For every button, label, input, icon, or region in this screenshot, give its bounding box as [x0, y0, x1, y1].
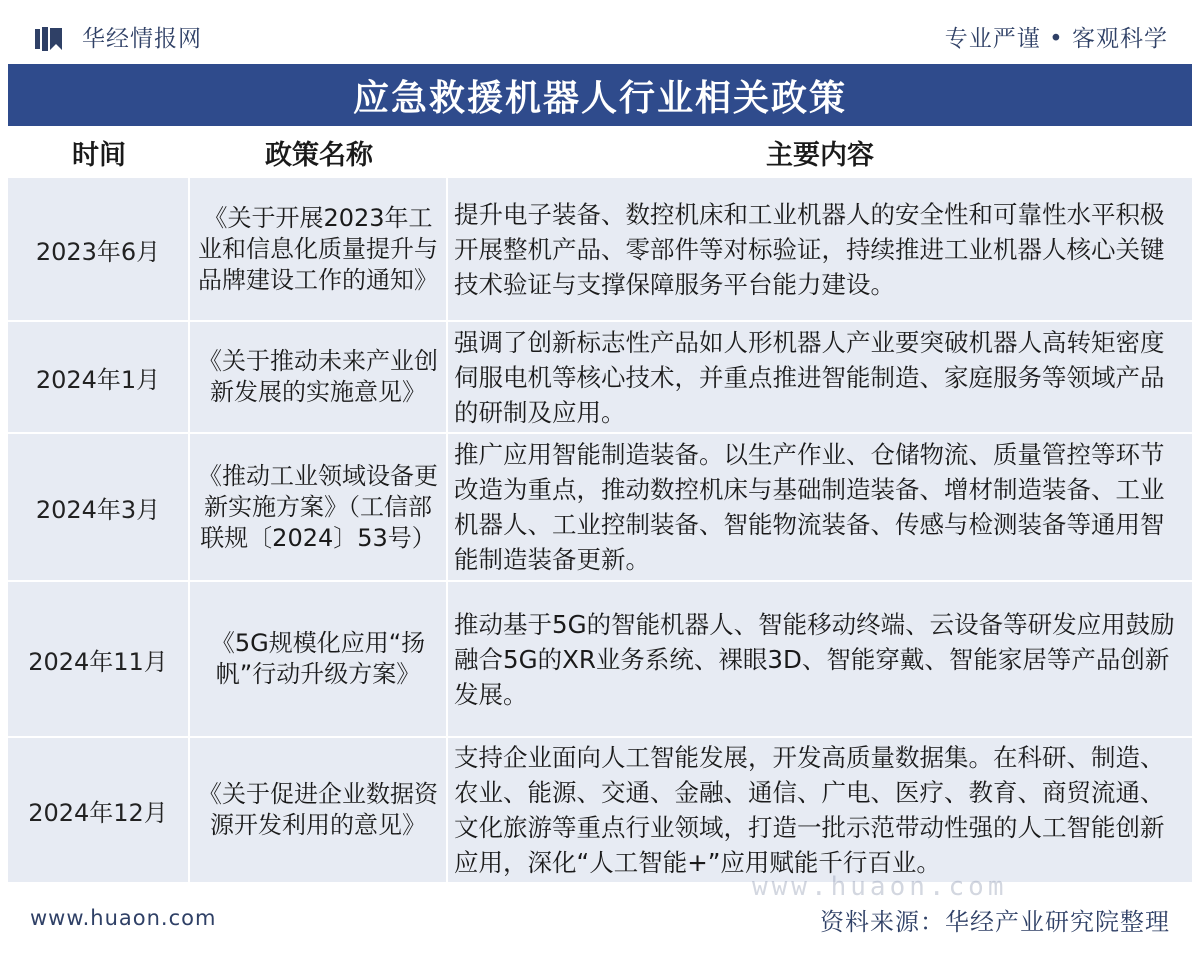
cell-content: 支持企业面向人工智能发展，开发高质量数据集。在科研、制造、农业、能源、交通、金融、通信、广电、医疗、教育、商贸流通、文化旅游等重点行业领域，打造一批示范带动性强的人工智能创新应用，深化“人工智能+”应用赋能千行百业。: [448, 738, 1192, 882]
footer-website-link[interactable]: www.huaon.com: [30, 906, 217, 930]
table-header: [8, 126, 1192, 178]
cell-policy-name: 《关于推动未来产业创新发展的实施意见》: [190, 322, 446, 432]
table-row: [8, 582, 1192, 736]
column-header-content: 主要内容: [766, 139, 874, 171]
cell-content: 推动基于5G的智能机器人、智能移动终端、云设备等研发应用鼓励融合5G的XR业务系统、裸眼3D、智能穿戴、智能家居等产品创新发展。: [448, 582, 1192, 736]
cell-policy-name: 《推动工业领域设备更新实施方案》（工信部联规〔2024〕53号）: [190, 434, 446, 580]
logo-text: 华经情报网: [82, 26, 202, 52]
bookmark-logo-icon: [32, 26, 72, 52]
slogan: 专业严谨 • 客观科学: [944, 26, 1168, 52]
cell-time: 2024年11月: [8, 582, 188, 736]
table-row: [8, 178, 1192, 320]
watermark: www.huaon.com: [752, 872, 1008, 902]
column-header-time: 时间: [72, 139, 126, 171]
page-title: 应急救援机器人行业相关政策: [8, 64, 1192, 126]
column-header-policy-name: 政策名称: [265, 139, 373, 171]
logo: [32, 26, 202, 52]
top-bar: [0, 0, 1200, 64]
footer-source: 资料来源：华经产业研究院整理: [820, 908, 1170, 936]
table-row: [8, 738, 1192, 882]
cell-time: 2023年6月: [8, 178, 188, 320]
cell-content: 推广应用智能制造装备。以生产作业、仓储物流、质量管控等环节改造为重点，推动数控机床与基础制造装备、增材制造装备、工业机器人、工业控制装备、智能物流装备、传感与检测装备等通用智能制造装备更新。: [448, 434, 1192, 580]
cell-content: 强调了创新标志性产品如人形机器人产业要突破机器人高转矩密度伺服电机等核心技术，并重点推进智能制造、家庭服务等领域产品的研制及应用。: [448, 322, 1192, 432]
table-row: [8, 322, 1192, 432]
table-row: [8, 434, 1192, 580]
cell-policy-name: 《关于开展2023年工业和信息化质量提升与品牌建设工作的通知》: [190, 178, 446, 320]
cell-time: 2024年3月: [8, 434, 188, 580]
cell-time: 2024年1月: [8, 322, 188, 432]
cell-time: 2024年12月: [8, 738, 188, 882]
cell-policy-name: 《关于促进企业数据资源开发利用的意见》: [190, 738, 446, 882]
cell-content: 提升电子装备、数控机床和工业机器人的安全性和可靠性水平积极开展整机产品、零部件等对标验证，持续推进工业机器人核心关键技术验证与支撑保障服务平台能力建设。: [448, 178, 1192, 320]
cell-policy-name: 《5G规模化应用“扬帆”行动升级方案》: [190, 582, 446, 736]
